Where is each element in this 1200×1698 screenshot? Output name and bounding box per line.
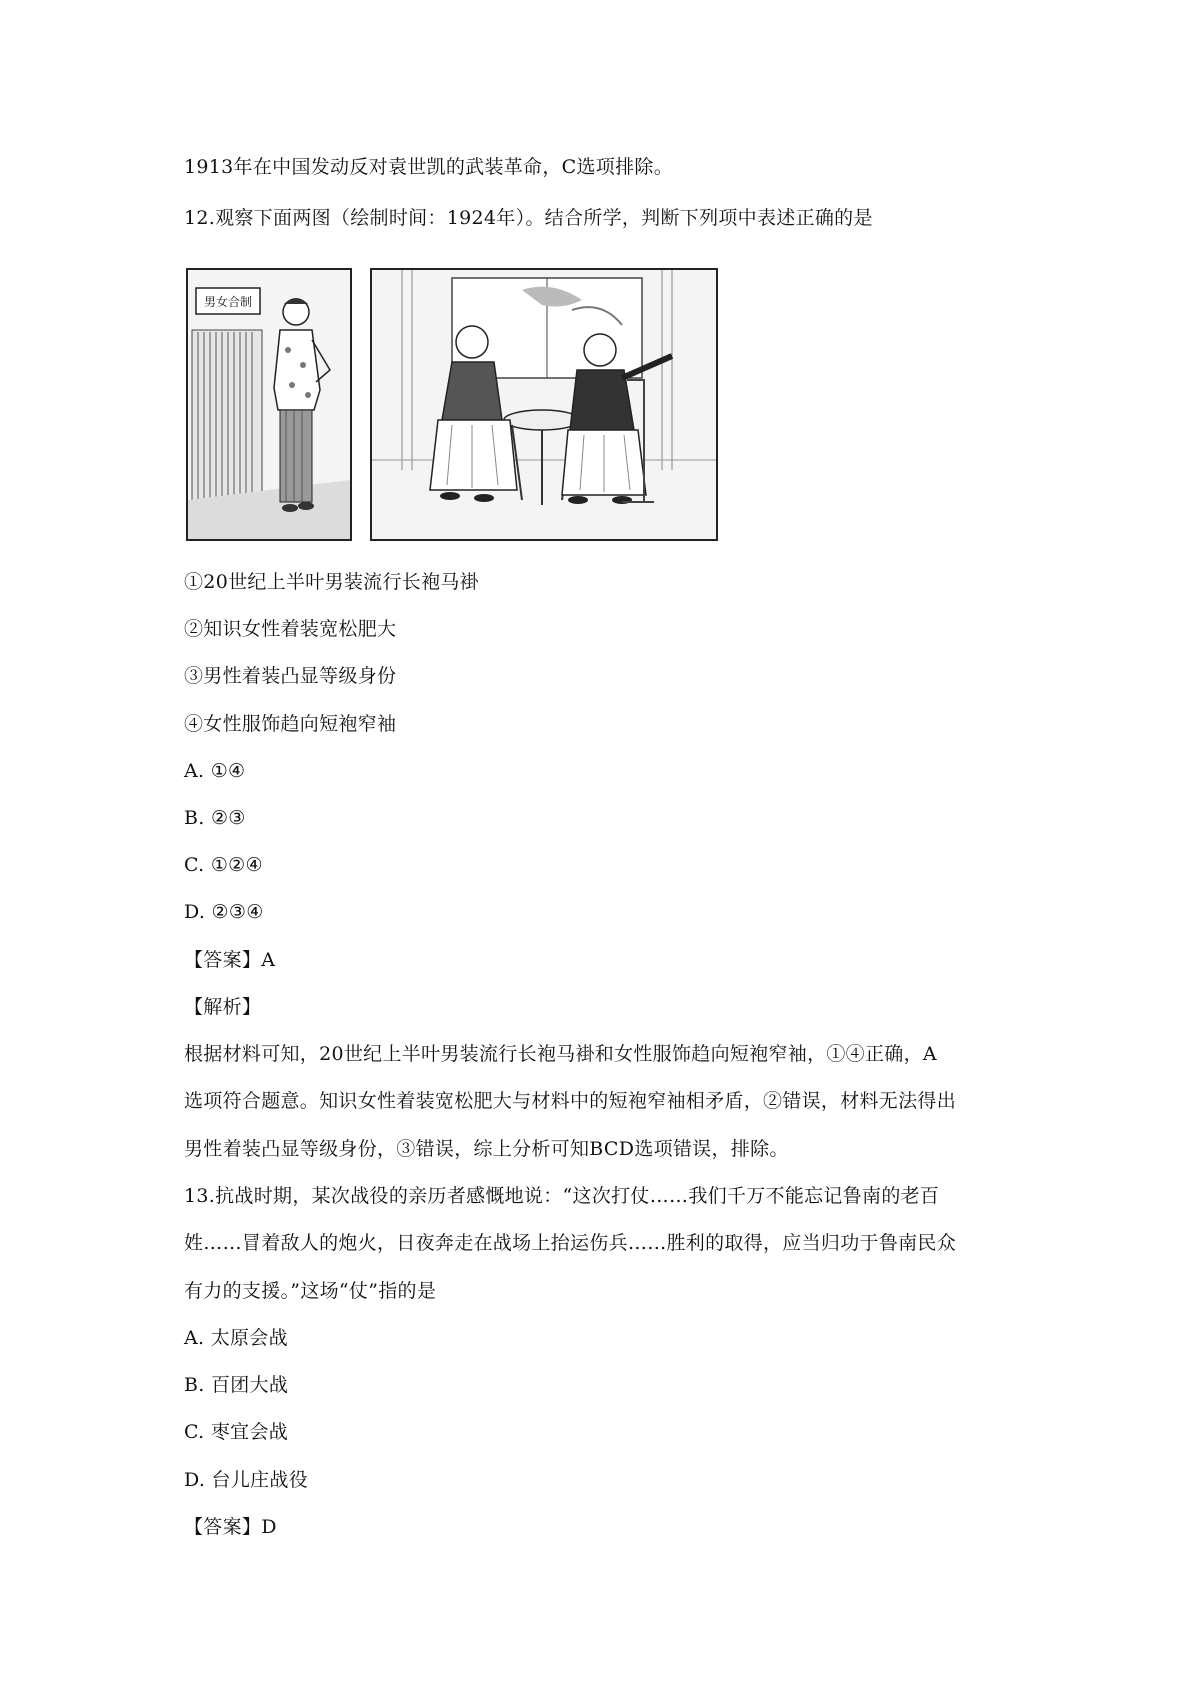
question-13-stem-line-3: 有力的支援。”这场“仗”指的是 [184,1280,437,1302]
figure-sign-text: 男女合制 [203,295,253,309]
q12-analysis-line-2: 选项符合题意。知识女性着装宽松肥大与材料中的短袍窄袖相矛盾，②错误，材料无法得出 [184,1090,957,1112]
q13-option-d: D. 台儿庄战役 [184,1469,309,1491]
q12-option-a: A. ①④ [184,760,246,782]
question-12-stem: 12.观察下面两图（绘制时间：1924年）。结合所学，判断下列项中表述正确的是 [184,207,873,229]
figure-woman-illustration [186,268,352,541]
q12-analysis-line-1: 根据材料可知，20世纪上半叶男装流行长袍马褂和女性服饰趋向短袍窄袖，①④正确，A [184,1043,937,1065]
q13-option-b: B. 百团大战 [184,1374,289,1396]
q12-analysis-label: 【解析】 [184,996,262,1018]
statement-1: ①20世纪上半叶男装流行长袍马褂 [184,571,479,593]
q13-answer: 【答案】D [184,1516,277,1538]
q12-option-d: D. ②③④ [184,901,264,923]
statement-3: ③男性着装凸显等级身份 [184,665,397,687]
question-13-stem-line-2: 姓……冒着敌人的炮火，日夜奔走在战场上抬运伤兵……胜利的取得，应当归功于鲁南民众 [184,1232,957,1254]
q12-option-c: C. ①②④ [184,854,263,876]
statement-4: ④女性服饰趋向短袍窄袖 [184,713,397,735]
figure-men-illustration [370,268,718,541]
q12-answer: 【答案】A [184,949,276,971]
statement-2: ②知识女性着装宽松肥大 [184,618,397,640]
q13-option-a: A. 太原会战 [184,1327,288,1349]
continuation-text: 1913年在中国发动反对袁世凯的武装革命，C选项排除。 [184,156,673,178]
q12-option-b: B. ②③ [184,807,246,829]
question-13-stem-line-1: 13.抗战时期，某次战役的亲历者感慨地说：“这次打仗……我们千万不能忘记鲁南的老百 [184,1185,940,1207]
q13-option-c: C. 枣宜会战 [184,1421,289,1443]
q12-analysis-line-3: 男性着装凸显等级身份，③错误，综上分析可知BCD选项错误，排除。 [184,1138,789,1160]
